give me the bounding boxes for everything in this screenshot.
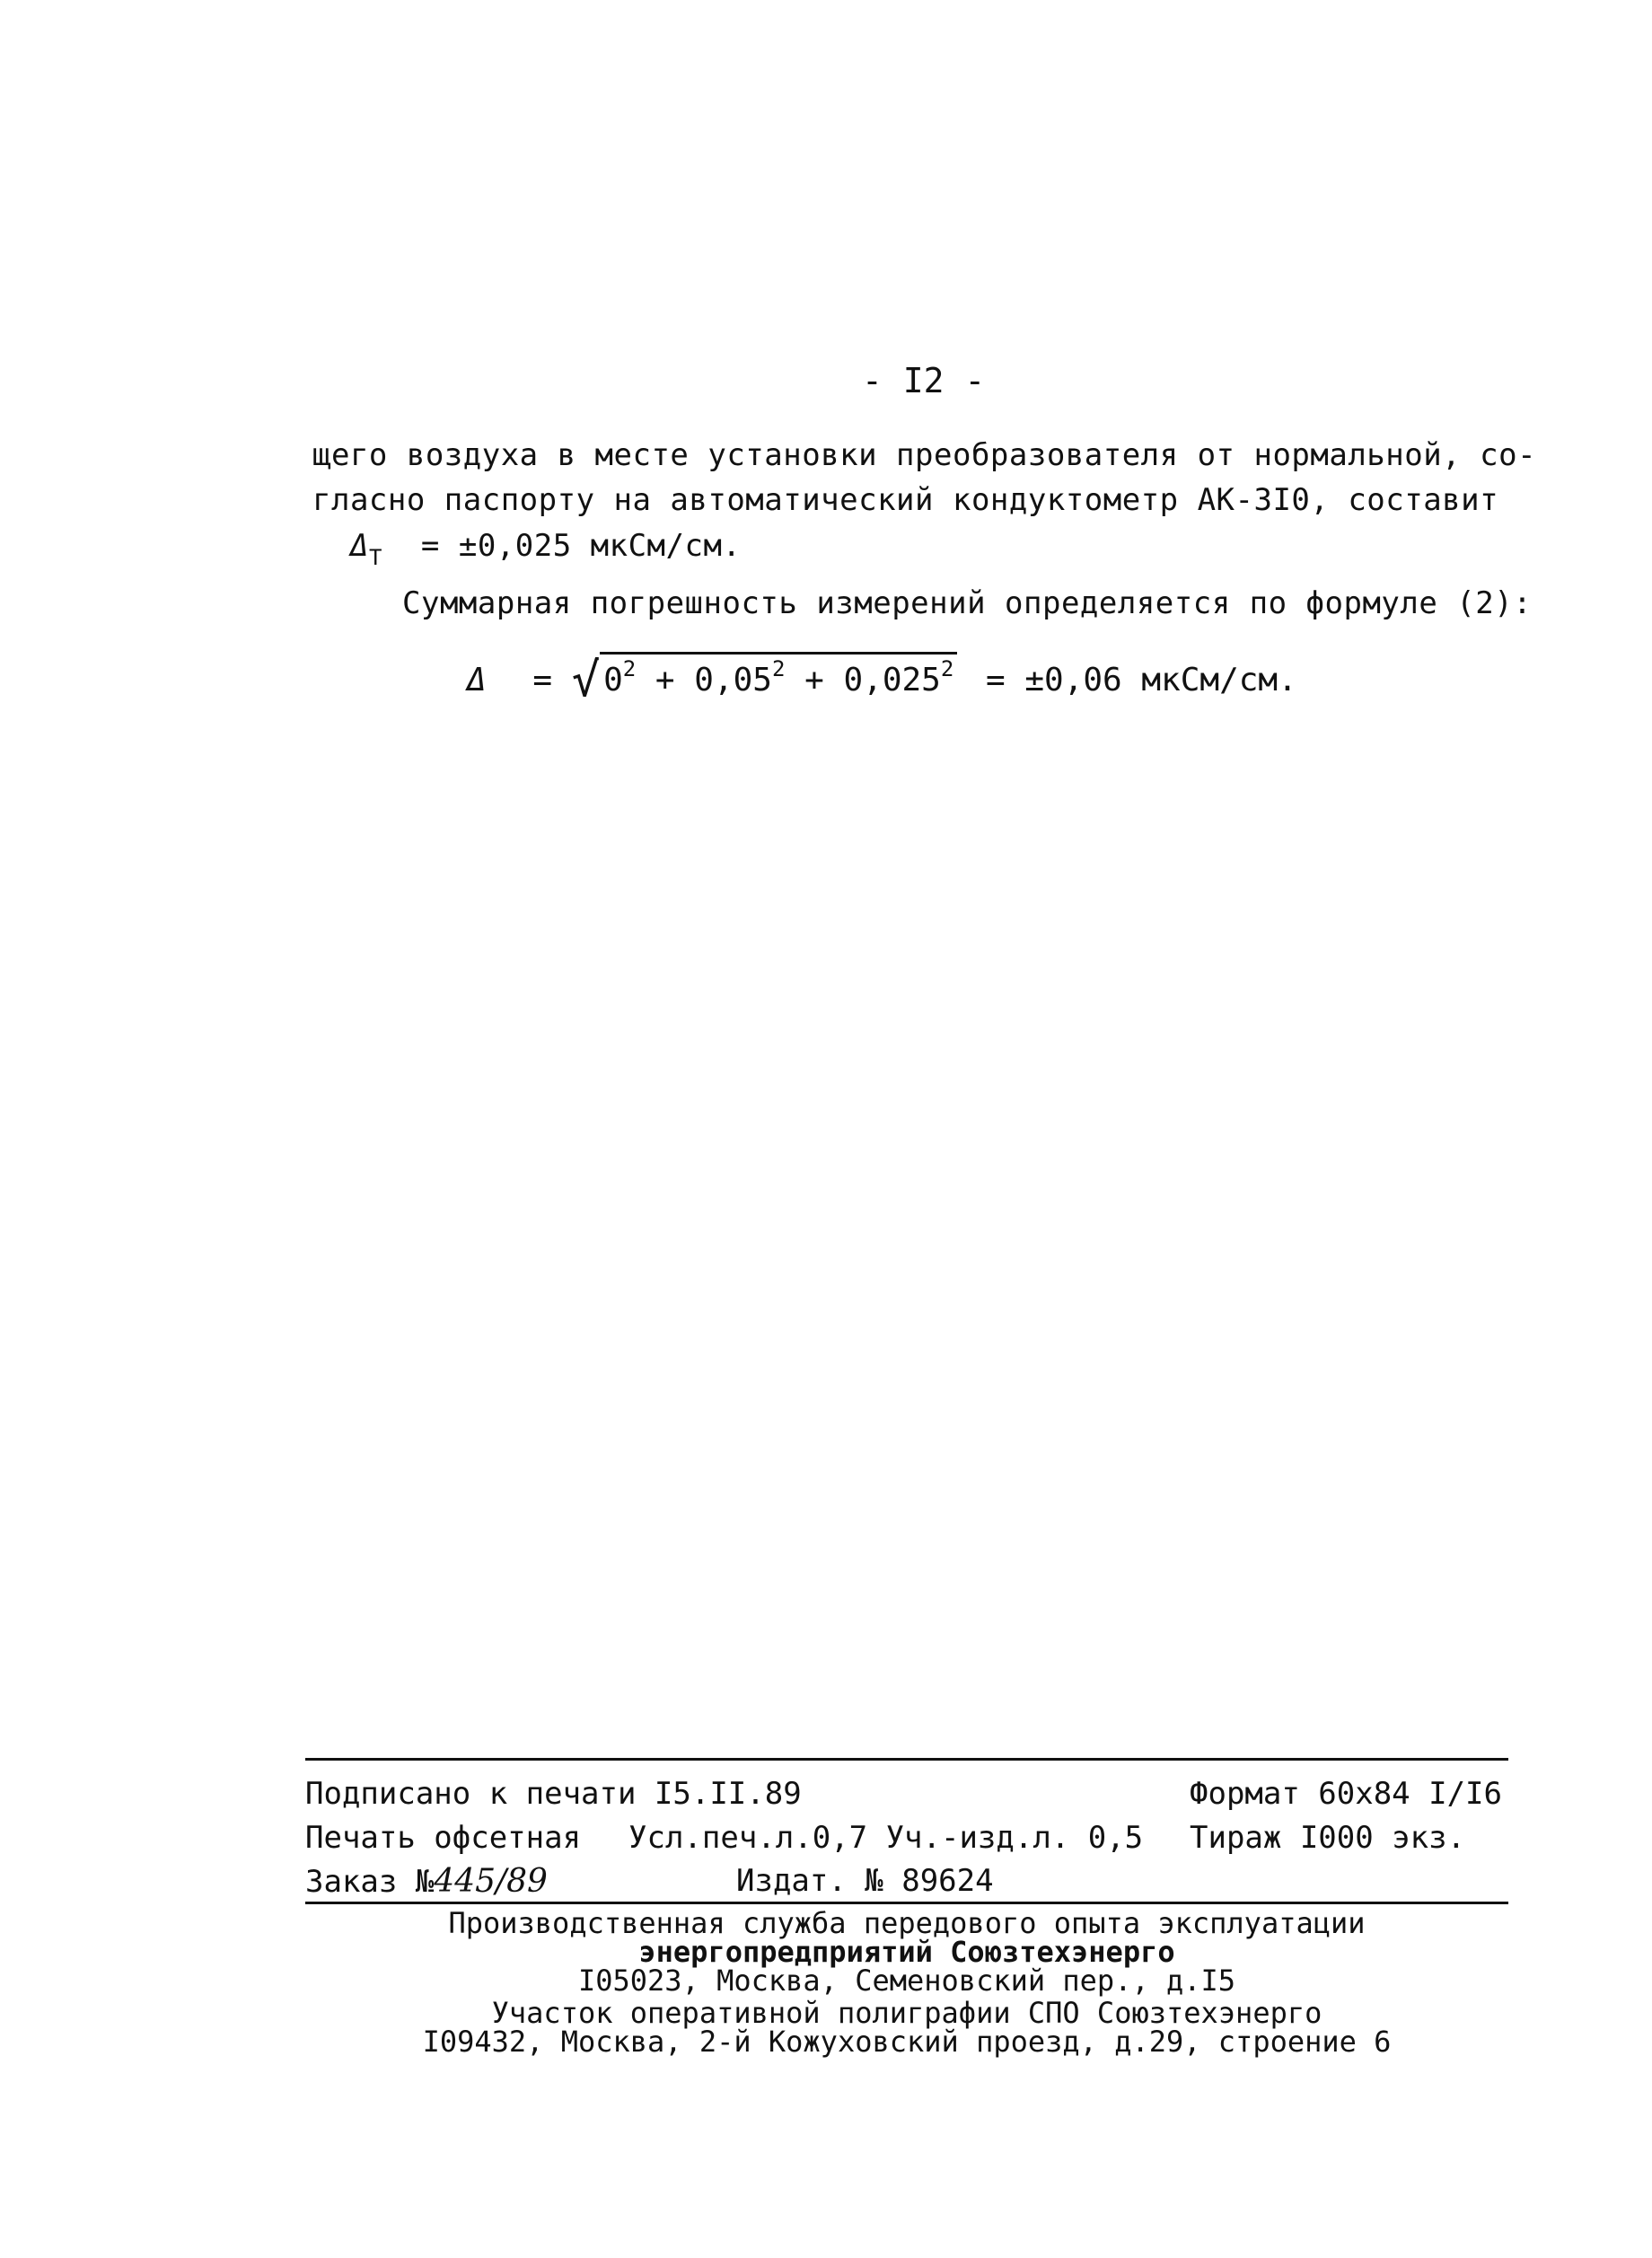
radicand [600,652,957,698]
imprint-top-rule [305,1758,1508,1761]
delta-t-subscript: T [368,545,382,570]
term-2-exponent: 2 [771,656,786,681]
order-number: 445/89 [434,1863,548,1900]
printer-block [305,1996,1508,2059]
formula-delta: Δ [467,662,487,698]
term-2: 0,05 [694,662,772,698]
paper-format: Формат 60х84 I/I6 [1190,1776,1502,1812]
paragraph-line-2: гласно паспорту на автоматический кондуктометр АК-3I0, составит [312,482,1499,518]
print-sheets: Усл.печ.л.0,7 Уч.-изд.л. 0,5 [628,1820,1144,1856]
formula-result: = ±0,06 мкСм/см. [986,662,1297,698]
square-root [571,648,958,707]
signed-to-print: Подписано к печати I5.II.89 [305,1776,802,1812]
publisher-number: Издат. № 89624 [736,1863,994,1899]
total-error-formula [467,648,1297,707]
imprint-bottom-rule [305,1902,1508,1904]
printer-line-1: Участок оперативной полиграфии СПО Союзтехэнерго [491,1996,1322,2030]
paragraph-line-1: щего воздуха в месте установки преобразователя от нормальной, со- [312,437,1537,473]
publisher-line-1: Производственная служба передового опыта эксплуатации [448,1906,1366,1940]
delta-t-symbol: Δ [350,528,369,564]
term-1-exponent: 2 [622,656,637,681]
page-number: - I2 - [862,361,986,400]
printer-line-2: I09432, Москва, 2-й Кожуховский проезд, д.29, строение 6 [422,2025,1392,2059]
term-1: 0 [603,662,623,698]
publisher-line-3: I05023, Москва, Семеновский пер., д.I5 [577,1964,1236,1998]
delta-t-line [350,528,741,570]
print-run: Тираж I000 экз. [1190,1820,1466,1856]
print-type: Печать офсетная [305,1820,582,1856]
term-3: 0,025 [843,662,941,698]
sum-sentence: Суммарная погрешность измерений определяется по формуле (2): [402,585,1533,621]
order [305,1863,548,1900]
delta-t-value: = ±0,025 мкСм/см. [420,528,742,564]
plus-1: + [655,662,675,698]
publisher-block [305,1906,1508,1998]
term-3-exponent: 2 [940,656,954,681]
plus-2: + [804,662,824,698]
radical-sign: √ [571,654,601,707]
publisher-line-2: энергопредприятий Союзтехэнерго [638,1935,1175,1969]
order-label: Заказ № [305,1864,435,1900]
formula-equals: = [532,662,553,698]
